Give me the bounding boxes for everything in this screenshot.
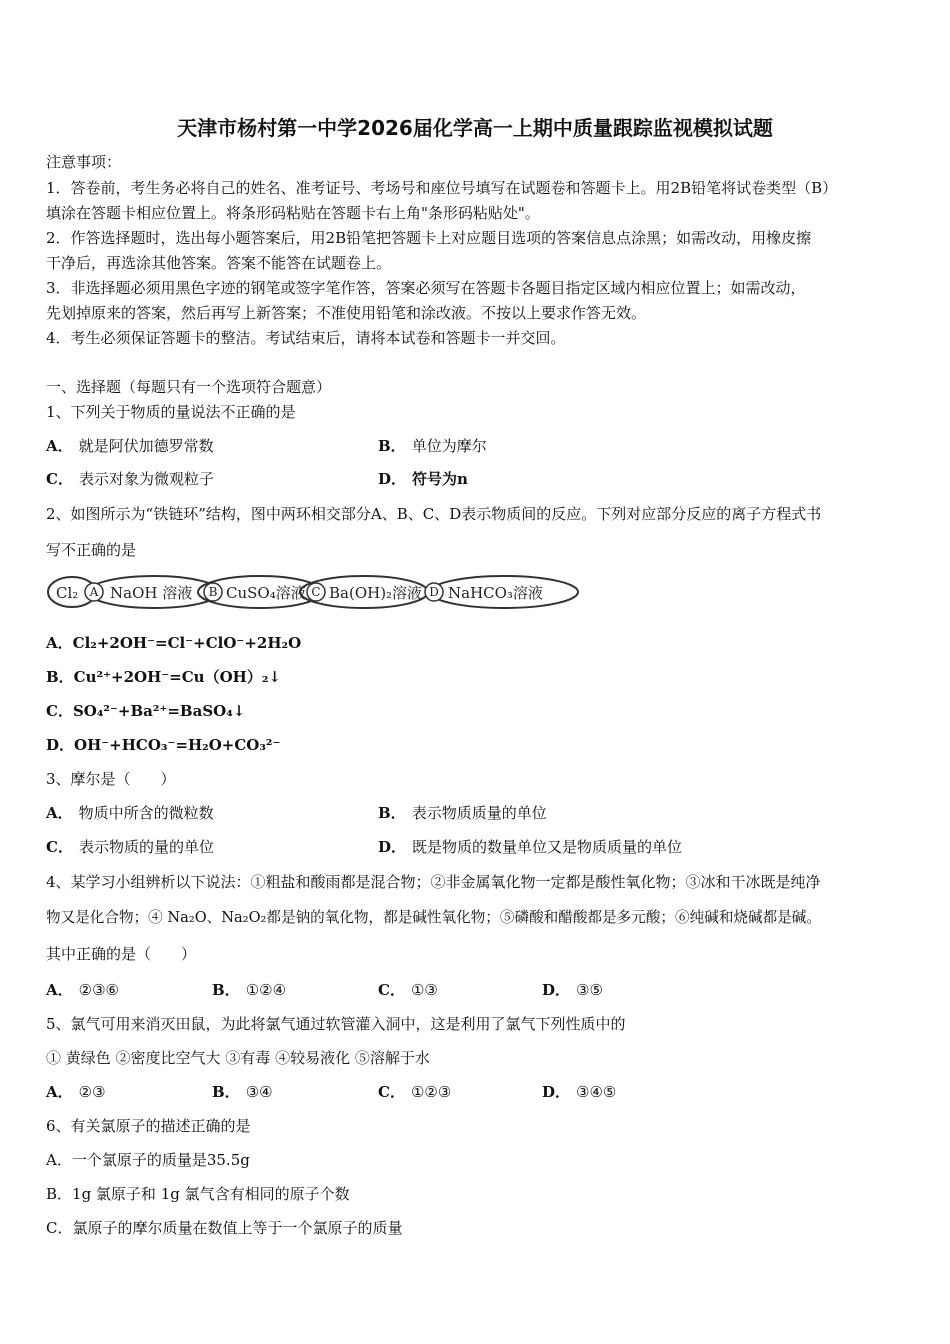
iron-chain-diagram — [46, 570, 581, 614]
q3-stem: 3、摩尔是（ ） — [46, 770, 176, 788]
q4-option-c-label: C． — [378, 981, 405, 999]
q4-option-a-label: A． — [46, 981, 73, 999]
q5-option-d-text: ③④⑤ — [576, 1083, 617, 1101]
page-title: 天津市杨村第一中学2026届化学高一上期中质量跟踪监视模拟试题 — [177, 116, 773, 140]
q3-option-d-label: D． — [378, 838, 407, 856]
notice-line-2b: 干净后，再选涂其他答案。答案不能答在试题卷上。 — [46, 254, 392, 272]
q1-option-d-text: 符号为n — [412, 470, 468, 488]
q3-option-b-label: B． — [378, 804, 406, 822]
q2-option-a: A．Cl₂+2OH⁻=Cl⁻+ClO⁻+2H₂O — [46, 634, 302, 652]
q4-option-d-label: D． — [542, 981, 571, 999]
q4-option-a — [46, 980, 119, 1000]
q3-option-d — [378, 837, 682, 857]
q4-option-c-text: ①③ — [410, 981, 438, 999]
q1-option-d — [378, 469, 468, 489]
notice-heading: 注意事项： — [46, 153, 122, 171]
q5-properties: ① 黄绿色 ②密度比空气大 ③有毒 ④较易液化 ⑤溶解于水 — [46, 1049, 430, 1067]
q4-option-d-text: ③⑤ — [576, 981, 603, 999]
q5-option-a-label: A． — [46, 1083, 73, 1101]
notice-line-4: 4．考生必须保证答题卡的整洁。考试结束后，请将本试卷和答题卡一并交回。 — [46, 329, 566, 347]
q2-option-d: D．OH⁻+HCO₃⁻=H₂O+CO₃²⁻ — [46, 736, 281, 754]
ring-cl2-label: Cl₂ — [56, 584, 79, 602]
q5-option-c-label: C． — [378, 1083, 405, 1101]
q5-option-b-text: ③④ — [245, 1083, 273, 1101]
q3-option-a-text: 物质中所含的微粒数 — [78, 804, 214, 822]
section-heading: 一、选择题（每题只有一个选项符合题意） — [46, 378, 332, 396]
q5-option-d-label: D． — [542, 1083, 571, 1101]
q3-option-b — [378, 803, 547, 823]
q3-option-b-text: 表示物质质量的单位 — [411, 804, 547, 822]
q6-option-c: C．氯原子的摩尔质量在数值上等于一个氯原子的质量 — [46, 1219, 403, 1237]
q1-option-c-label: C． — [46, 470, 73, 488]
q5-stem: 5、氯气可用来消灭田鼠，为此将氯气通过软管灌入洞中，这是利用了氯气下列性质中的 — [46, 1015, 626, 1033]
q2-stem-b: 写不正确的是 — [46, 541, 137, 559]
q3-option-a — [46, 803, 214, 823]
notice-line-1b: 填涂在答题卡相应位置上。将条形码粘贴在答题卡右上角"条形码粘贴处"。 — [46, 204, 540, 222]
marker-d-label: D — [429, 585, 439, 599]
q5-option-c — [378, 1082, 451, 1102]
q1-option-b — [378, 436, 487, 456]
q5-option-b-label: B． — [212, 1083, 240, 1101]
q4-option-a-text: ②③⑥ — [78, 981, 119, 999]
notice-line-2a: 2．作答选择题时，选出每小题答案后，用2B铅笔把答题卡上对应题目选项的答案信息点涂黑；如需改动，用橡皮擦 — [46, 229, 812, 247]
q5-option-a — [46, 1082, 106, 1102]
q5-option-a-text: ②③ — [78, 1083, 106, 1101]
q4-option-d — [542, 980, 603, 1000]
q2-option-c: C．SO₄²⁻+Ba²⁺=BaSO₄↓ — [46, 702, 246, 720]
q1-option-c — [46, 469, 214, 489]
q1-option-d-label: D． — [378, 470, 407, 488]
q1-option-a-text: 就是阿伏加德罗常数 — [78, 437, 214, 455]
q4-stem-a: 4、某学习小组辨析以下说法：①粗盐和酸雨都是混合物；②非金属氧化物一定都是酸性氧化物；③冰和干冰既是纯净 — [46, 873, 821, 891]
q1-option-a — [46, 436, 214, 456]
ring-baoh2-label: Ba(OH)₂溶液 — [329, 584, 423, 602]
notice-line-3b: 先划掉原来的答案，然后再写上新答案；不准使用铅笔和涂改液。不按以上要求作答无效。 — [46, 304, 647, 322]
ring-naoh-label: NaOH 溶液 — [110, 584, 193, 602]
q5-option-c-text: ①②③ — [410, 1083, 452, 1101]
q3-option-c — [46, 837, 214, 857]
q4-stem-b: 物又是化合物；④ Na₂O、Na₂O₂都是钠的氧化物，都是碱性氧化物；⑤磷酸和醋酸都是多元酸；⑥纯碱和烧碱都是碱。 — [46, 909, 821, 926]
notice-line-3a: 3．非选择题必须用黑色字迹的钢笔或签字笔作答，答案必须写在答题卡各题目指定区域内相应位置上；如需改动， — [46, 279, 806, 297]
marker-c-label: C — [311, 585, 321, 599]
ring-nahco3-label: NaHCO₃溶液 — [448, 584, 543, 602]
q6-option-a: A．一个氯原子的质量是35.5g — [46, 1151, 250, 1169]
q2-stem-a: 2、如图所示为“铁链环”结构，图中两环相交部分A、B、C、D表示物质间的反应。下列对应部分反应的离子方程式书 — [46, 505, 822, 523]
q1-option-c-text: 表示对象为微观粒子 — [78, 470, 214, 488]
q4-option-b-label: B． — [212, 981, 240, 999]
q3-option-a-label: A． — [46, 804, 73, 822]
q1-option-a-label: A． — [46, 437, 73, 455]
q4-option-c — [378, 980, 438, 1000]
q1-stem: 1、下列关于物质的量说法不正确的是 — [46, 403, 296, 421]
notice-line-1a: 1．答卷前，考生务必将自己的姓名、准考证号、考场号和座位号填写在试题卷和答题卡上。用2B铅笔将试卷类型（B） — [46, 179, 838, 197]
q3-option-c-label: C． — [46, 838, 73, 856]
q4-option-b — [212, 980, 286, 1000]
q3-option-c-text: 表示物质的量的单位 — [78, 838, 214, 856]
q6-option-b: B．1g 氯原子和 1g 氯气含有相同的原子个数 — [46, 1185, 350, 1203]
q1-option-b-label: B． — [378, 437, 406, 455]
q1-option-b-text: 单位为摩尔 — [411, 437, 487, 455]
q4-option-b-text: ①②④ — [245, 981, 287, 999]
q4-stem-c: 其中正确的是（ ） — [46, 945, 197, 963]
q6-stem: 6、有关氯原子的描述正确的是 — [46, 1117, 251, 1135]
q5-option-d — [542, 1082, 616, 1102]
marker-a-label: A — [89, 585, 99, 599]
q3-option-d-text: 既是物质的数量单位又是物质质量的单位 — [412, 838, 683, 856]
q5-option-b — [212, 1082, 273, 1102]
q2-option-b: B．Cu²⁺+2OH⁻=Cu（OH）₂↓ — [46, 668, 281, 686]
marker-b-label: B — [208, 585, 218, 599]
ring-cuso4-label: CuSO₄溶液 — [226, 584, 306, 602]
